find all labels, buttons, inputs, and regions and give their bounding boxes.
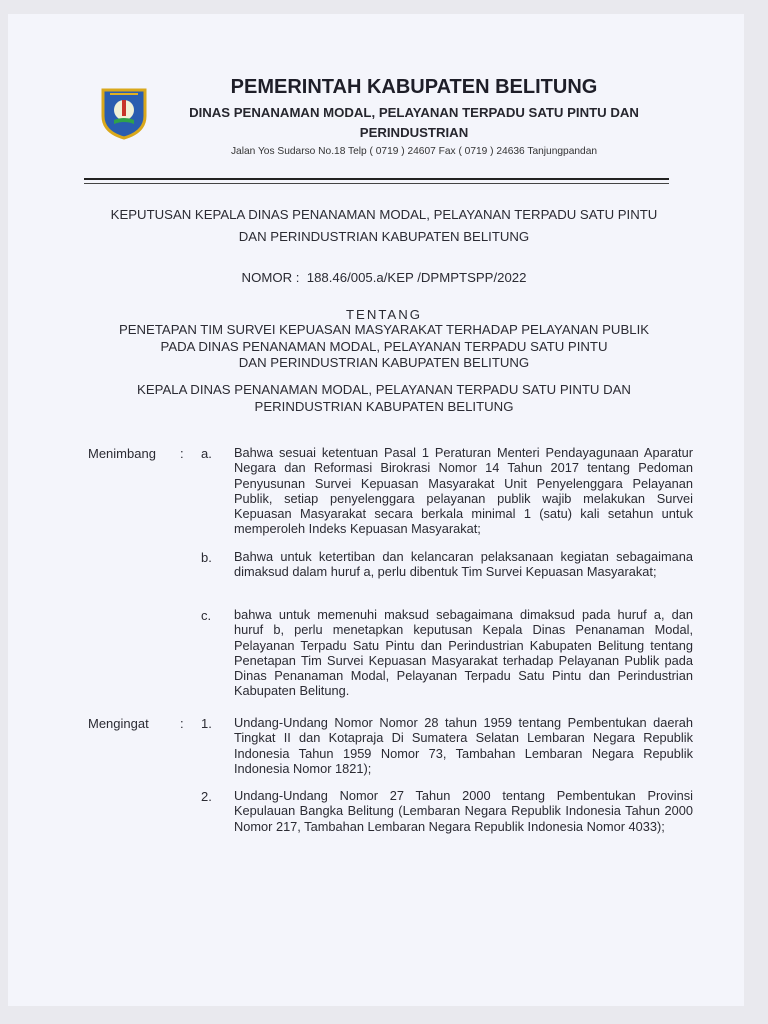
- department-name-line1: DINAS PENANAMAN MODAL, PELAYANAN TERPADU SATU PINTU DAN: [189, 105, 639, 120]
- mengingat-colon: :: [180, 716, 184, 731]
- tentang-heading: TENTANG: [345, 307, 423, 322]
- tentang-line2: PADA DINAS PENANAMAN MODAL, PELAYANAN TERPADU SATU PINTU: [160, 338, 608, 354]
- government-title: PEMERINTAH KABUPATEN BELITUNG: [230, 76, 598, 98]
- tentang-line3: DAN PERINDUSTRIAN KABUPATEN BELITUNG: [238, 355, 530, 370]
- mengingat-label: Mengingat: [88, 716, 149, 731]
- decree-title: [60, 204, 708, 248]
- tentang-subject: [60, 322, 708, 372]
- issuer-heading: [60, 382, 708, 415]
- department-name: [150, 103, 678, 143]
- issuer-line2: PERINDUSTRIAN KABUPATEN BELITUNG: [254, 398, 514, 414]
- department-name-line2: PERINDUSTRIAN: [359, 125, 469, 140]
- menimbang-label: Menimbang: [88, 446, 156, 461]
- tentang-line1: PENETAPAN TIM SURVEI KEPUASAN MASYARAKAT TERHADAP PELAYANAN PUBLIK: [118, 322, 650, 337]
- nomor-label: NOMOR :: [241, 270, 300, 285]
- mengingat-marker-1: 1.: [201, 716, 212, 731]
- letterhead-rule-thick: [84, 178, 669, 180]
- decree-number: [60, 270, 708, 287]
- menimbang-marker-a: a.: [201, 446, 212, 461]
- regency-seal-icon: [100, 86, 148, 140]
- menimbang-item-c: bahwa untuk memenuhi maksud sebagaimana dimaksud pada huruf a, dan huruf b, perlu menetapkan keputusan Kepala Dinas Penanaman Modal, Pelayanan Terpadu Satu Pintu dan Perindustrian Kabupaten Belitung tentang Penetapan Tim Survei Kepuasan Masyarakat terhadap Pelayanan Publik pada Dinas Penanaman Modal, Pelayanan Terpadu Satu Pintu dan Perindustrian Kabupaten Belitung.: [234, 607, 693, 699]
- menimbang-item-b: Bahwa untuk ketertiban dan kelancaran pelaksanaan kegiatan sebagaimana dimaksud dalam huruf a, perlu dibentuk Tim Survei Kepuasan Masyarakat;: [234, 549, 693, 580]
- menimbang-item-a: Bahwa sesuai ketentuan Pasal 1 Peraturan Menteri Pendayagunaan Aparatur Negara dan Reformasi Birokrasi Nomor 14 Tahun 2017 tentang Pedoman Penyusunan Survei Kepuasan Masyarakat Unit Penyelenggara Pelayanan Publik, setiap penyelenggara pelayanan publik wajib melakukan Survei Kepuasan Masyarakat secara berkala minimal 1 (satu) kali setahun untuk memperoleh Indeks Kepuasan Masyarakat;: [234, 445, 693, 537]
- menimbang-colon: :: [180, 446, 184, 461]
- nomor-value: 188.46/005.a/KEP /DPMPTSPP/2022: [306, 270, 527, 285]
- menimbang-marker-b: b.: [201, 550, 212, 565]
- decree-title-line2: DAN PERINDUSTRIAN KABUPATEN BELITUNG: [238, 229, 530, 244]
- office-address: Jalan Yos Sudarso No.18 Telp ( 0719 ) 24607 Fax ( 0719 ) 24636 Tanjungpandan: [230, 146, 598, 157]
- mengingat-item-2: Undang-Undang Nomor 27 Tahun 2000 tentang Pembentukan Provinsi Kepulauan Bangka Belitung (Lembaran Negara Republik Indonesia Tahun 2000 Nomor 217, Tambahan Lembaran Negara Republik Indonesia Nomor 4033);: [234, 788, 693, 834]
- mengingat-marker-2: 2.: [201, 789, 212, 804]
- mengingat-item-1: Undang-Undang Nomor Nomor 28 tahun 1959 tentang Pembentukan daerah Tingkat II dan Kotapraja Di Sumatera Selatan Lembaran Negara Republik Indonesia Tahun 1959 Nomor 73, Tambahan Lembaran Negara Republik Indonesia Nomor 1821);: [234, 715, 693, 776]
- decree-title-line1: KEPUTUSAN KEPALA DINAS PENANAMAN MODAL, PELAYANAN TERPADU SATU PINTU: [110, 207, 658, 222]
- issuer-line1: KEPALA DINAS PENANAMAN MODAL, PELAYANAN TERPADU SATU PINTU DAN: [137, 382, 631, 397]
- letterhead-rule-thin: [84, 183, 669, 184]
- menimbang-marker-c: c.: [201, 608, 212, 623]
